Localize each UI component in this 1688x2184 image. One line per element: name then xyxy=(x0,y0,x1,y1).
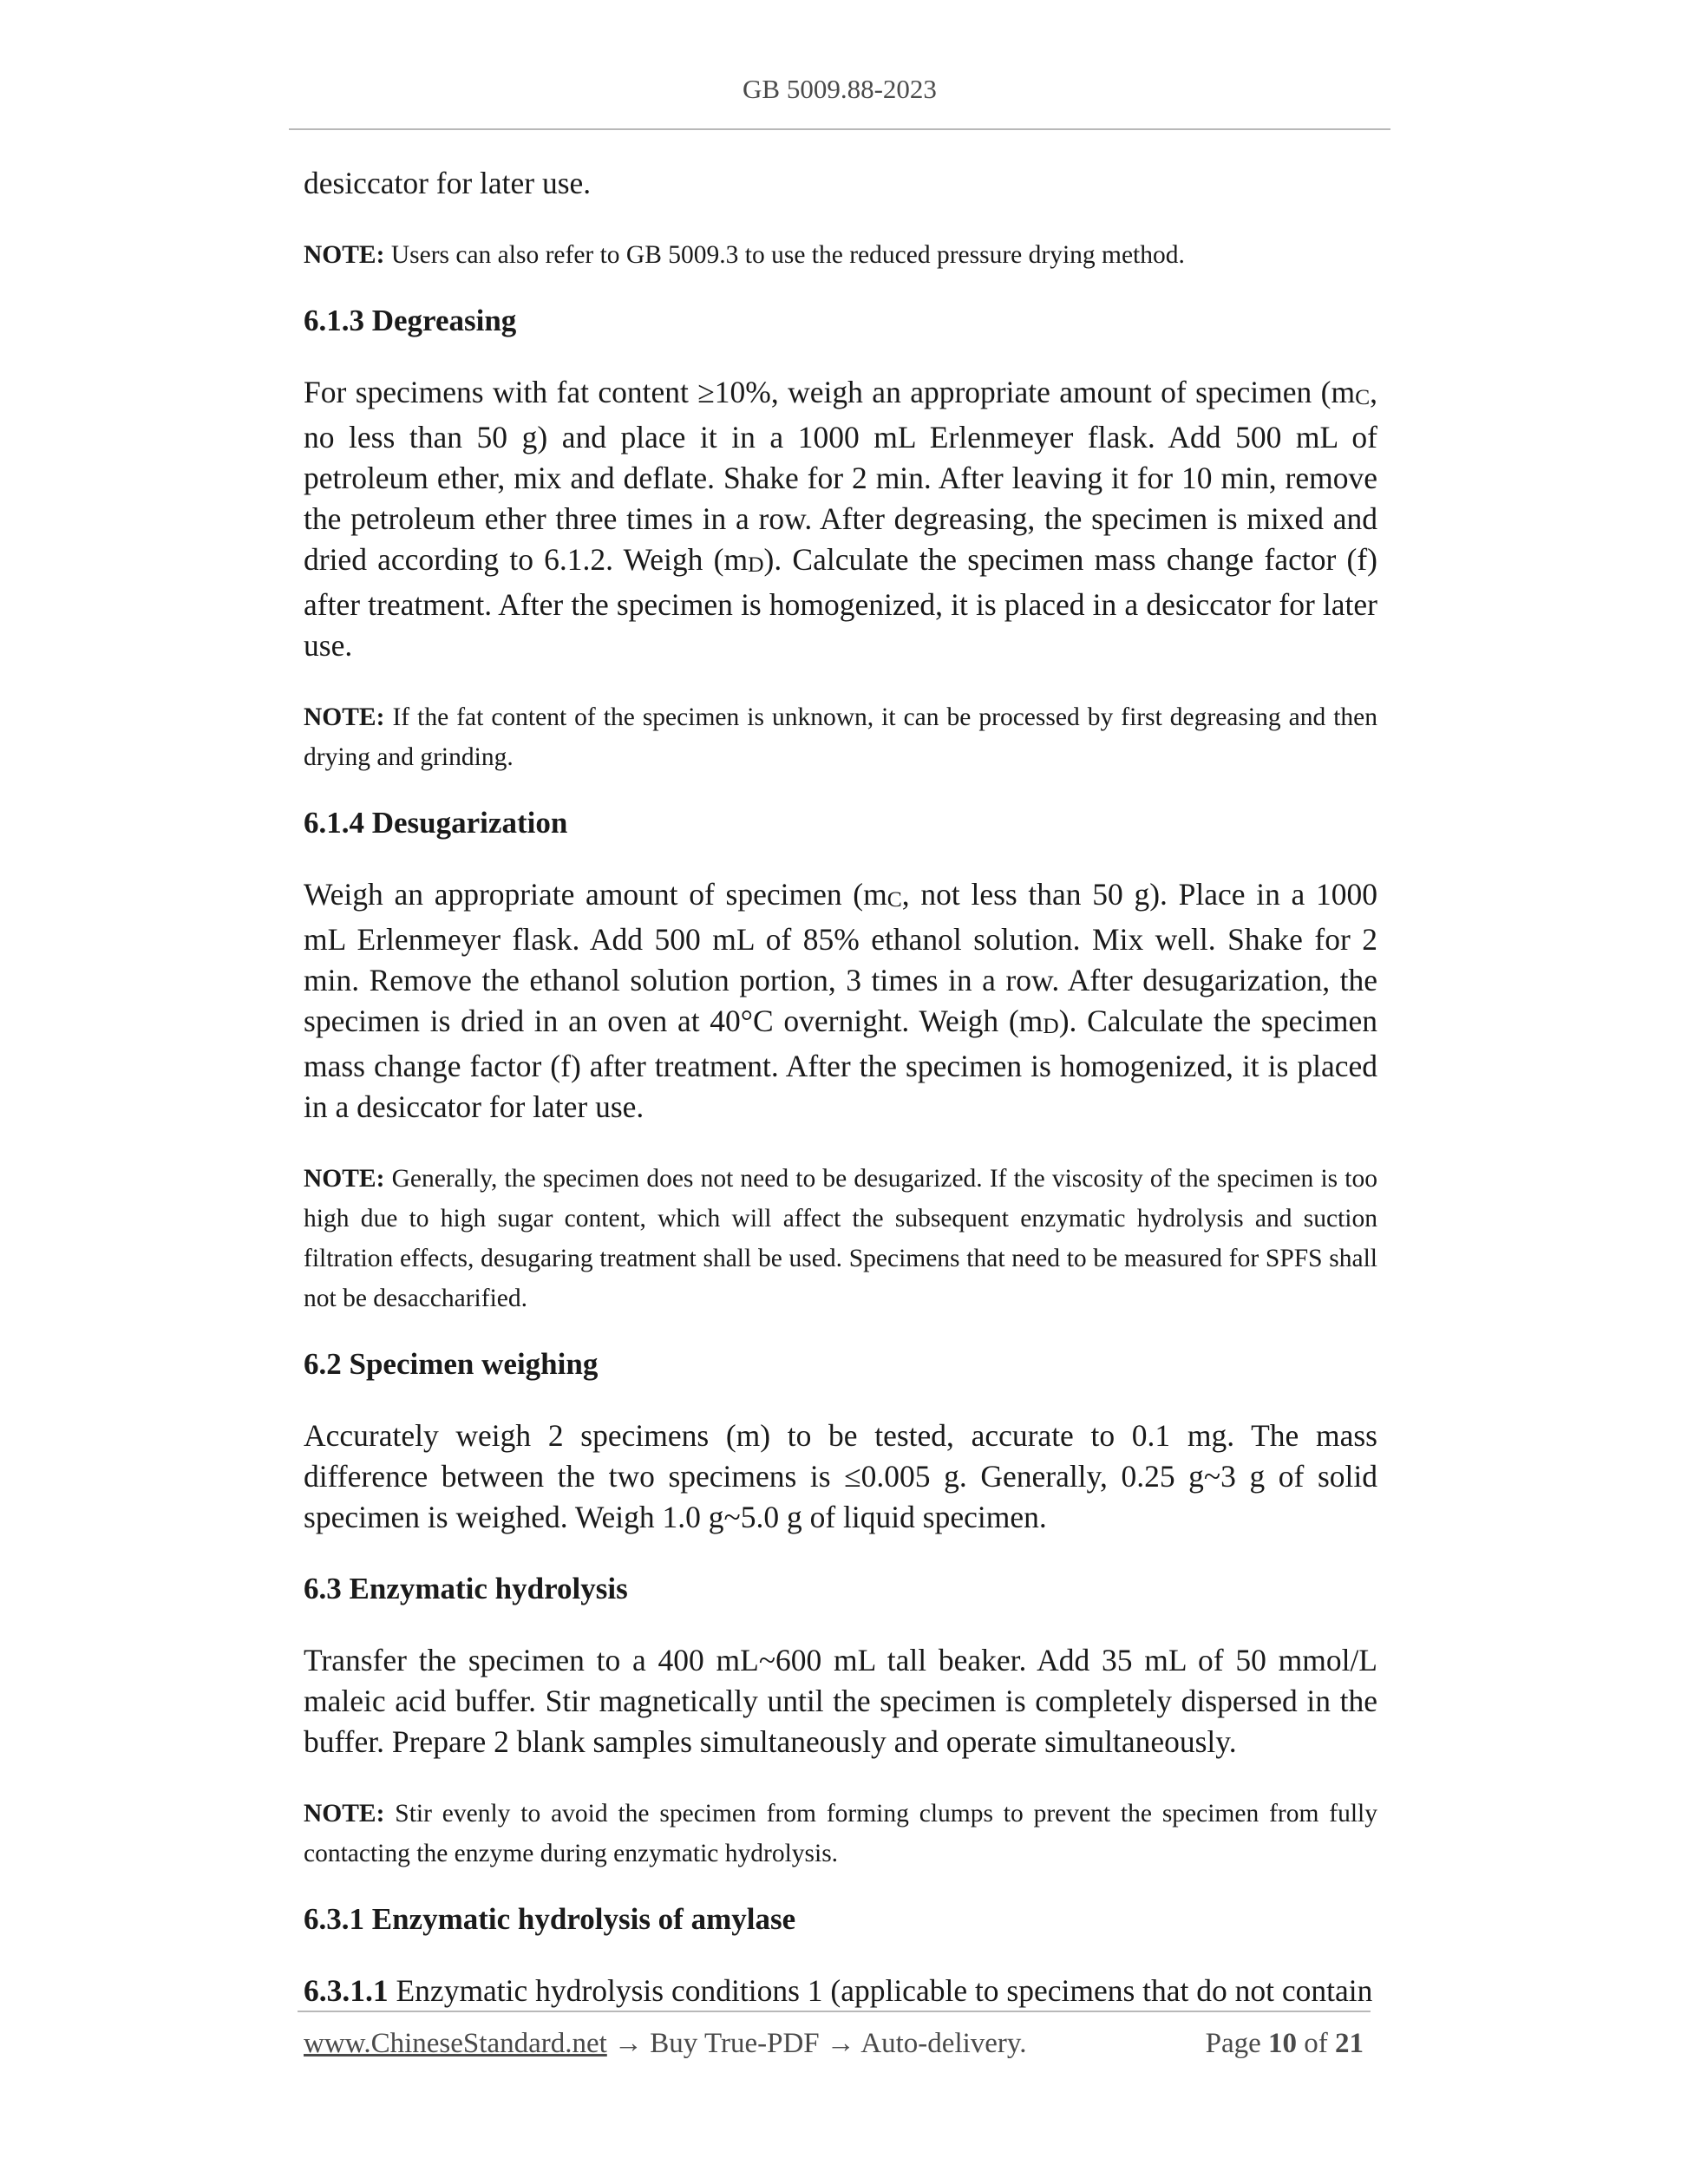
paragraph-6-3-1-1 xyxy=(304,1971,1377,2011)
note-stir-evenly xyxy=(304,1794,1377,1873)
text-run: For specimens with fat content ≥10%, weigh an appropriate amount of specimen (m xyxy=(304,375,1356,409)
note-label: NOTE: xyxy=(304,703,385,732)
page-number: 10 xyxy=(1268,2028,1297,2059)
paragraph-intro: desiccator for later use. xyxy=(304,166,592,200)
note-fat-unknown xyxy=(304,697,1377,777)
document-id-header: GB 5009.88-2023 xyxy=(743,74,937,104)
site-link[interactable]: www.ChineseStandard.net xyxy=(304,2028,607,2059)
paragraph-degreasing xyxy=(304,372,1377,666)
note-desugarize xyxy=(304,1159,1377,1318)
note-label: NOTE: xyxy=(304,241,385,269)
heading-6-1-3: 6.1.3 Degreasing xyxy=(304,304,517,337)
heading-6-2: 6.2 Specimen weighing xyxy=(304,1347,599,1382)
footer-promo xyxy=(304,2028,1027,2060)
page-word: Page xyxy=(1205,2028,1268,2059)
note-reduced-pressure xyxy=(304,235,1377,275)
subscript: D xyxy=(1043,1013,1059,1039)
page-total: 21 xyxy=(1335,2028,1364,2059)
heading-6-1-4: 6.1.4 Desugarization xyxy=(304,806,568,840)
note-text: Users can also refer to GB 5009.3 to use the reduced pressure drying method. xyxy=(384,241,1185,269)
note-text: Stir evenly to avoid the specimen from forming clumps to prevent the specimen from fully contacting the enzyme during enzymatic hydrolysis. xyxy=(304,1800,1377,1868)
text-run: ). Calculate the specimen mass change factor (f) after treatment. After the specimen is homogenized, it is placed in a desiccator for later use. xyxy=(304,542,1377,664)
text-run: Weigh an appropriate amount of specimen (m xyxy=(304,877,887,912)
paragraph-desugarization xyxy=(304,874,1377,1128)
heading-6-3: 6.3 Enzymatic hydrolysis xyxy=(304,1572,628,1606)
paragraph-weighing: Accurately weigh 2 specimens (m) to be tested, accurate to 0.1 mg. The mass difference between the two specimens is ≤0.005 g. Generally, 0.25 g~3 g of solid specimen is weighed. Weigh 1.0 g~5.0 g of liquid specimen. xyxy=(304,1418,1377,1535)
clause-text: Enzymatic hydrolysis conditions 1 (applicable to specimens that do not contain xyxy=(388,1973,1373,2009)
page-content xyxy=(304,163,1377,2043)
text-run: , no less than 50 g) and place it in a 1000 mL Erlenmeyer flask. Add 500 mL of petroleum ether, mix and deflate. Shake for 2 min. After leaving it for 10 min, remove the petroleum ether three times in a row. After degreasing, the specimen is mixed and dried according to 6.1.2. Weigh (m xyxy=(304,375,1377,578)
page-indicator xyxy=(1206,2028,1371,2060)
promo-text: → Buy True-PDF → Auto-delivery. xyxy=(606,2028,1027,2059)
footer-divider xyxy=(298,2011,1371,2012)
note-text: Generally, the specimen does not need to be desugarized. If the viscosity of the specimen is too high due to high sugar content, which will affect the subsequent enzymatic hydrolysis and suction filtration effects, desugaring treatment shall be used. Specimens that need to be measured for SPFS shall not be desaccharified. xyxy=(304,1165,1377,1313)
note-label: NOTE: xyxy=(304,1800,385,1828)
header-divider xyxy=(289,128,1390,130)
paragraph-enzymatic: Transfer the specimen to a 400 mL~600 mL tall beaker. Add 35 mL of 50 mmol/L maleic acid buffer. Stir magnetically until the specimen is completely dispersed in the buffer. Prepare 2 blank samples simultaneously and operate simultaneously. xyxy=(304,1643,1377,1760)
page-footer xyxy=(304,2028,1371,2060)
subscript: D xyxy=(748,552,764,578)
subscript: C xyxy=(1355,384,1371,410)
note-label: NOTE: xyxy=(304,1165,385,1193)
heading-6-3-1: 6.3.1 Enzymatic hydrolysis of amylase xyxy=(304,1902,796,1937)
of-word: of xyxy=(1297,2028,1335,2059)
note-text: If the fat content of the specimen is unknown, it can be processed by first degreasing and then drying and grinding. xyxy=(304,703,1377,772)
subscript: C xyxy=(887,886,902,912)
text-run: , not less than 50 g). Place in a 1000 mL Erlenmeyer flask. Add 500 mL of 85% ethanol solution. Mix well. Shake for 2 min. Remove the ethanol solution portion, 3 times in a row. After desugarization, the specimen is dried in an oven at 40°C overnight. Weigh (m xyxy=(304,877,1377,1039)
clause-number: 6.3.1.1 xyxy=(304,1973,389,2009)
text-run: ). Calculate the specimen mass change factor (f) after treatment. After the specimen is homogenized, it is placed in a desiccator for later use. xyxy=(304,1004,1377,1125)
